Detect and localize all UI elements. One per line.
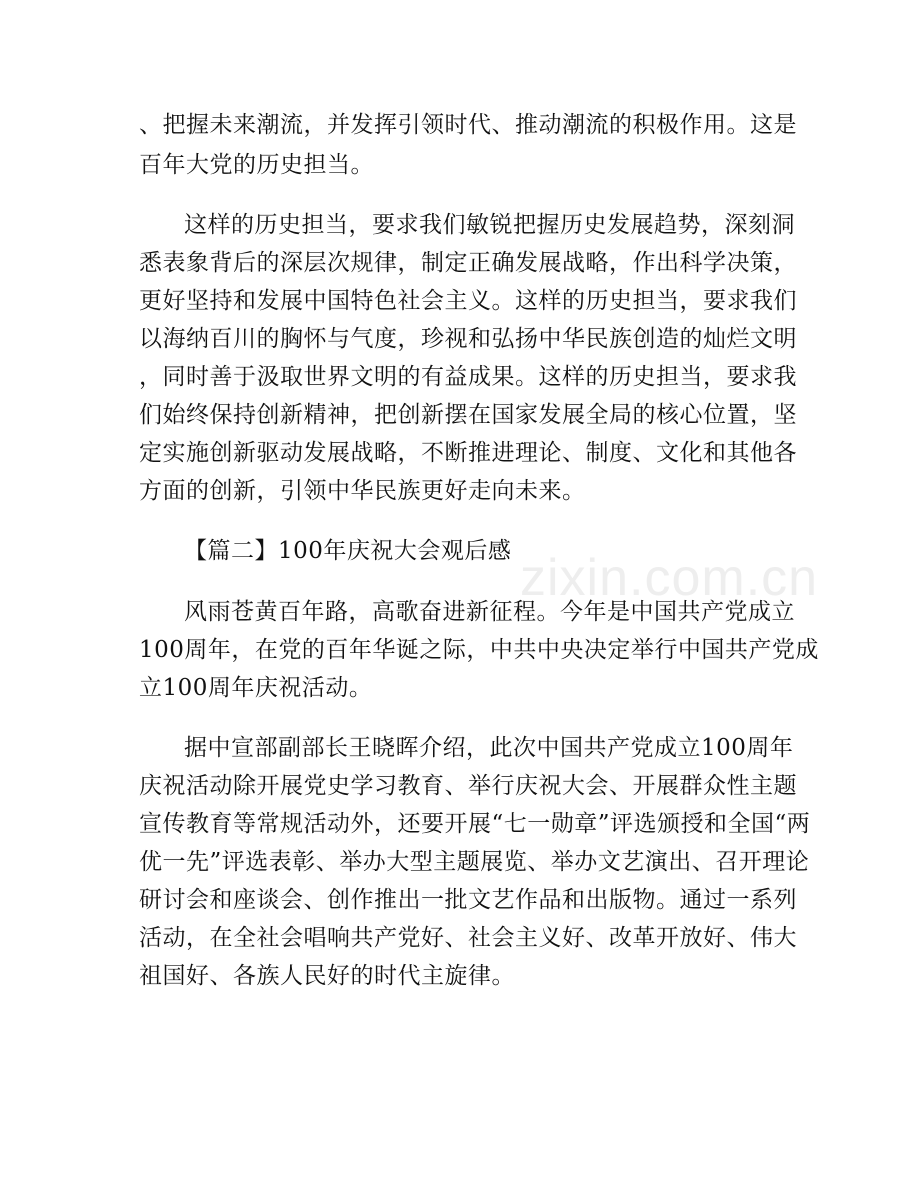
text-line: 立100周年庆祝活动。	[139, 675, 373, 701]
text-line: 百年大党的历史担当。	[139, 152, 374, 178]
text-line: ，同时善于汲取世界文明的有益成果。这样的历史担当，要求我	[139, 364, 797, 390]
text-line: 以海纳百川的胸怀与气度，珍视和弘扬中华民族创造的灿烂文明	[139, 326, 797, 352]
text-line: 100周年，在党的百年华诞之际，中共中央决定举行中国共产党成	[139, 637, 819, 663]
text-line: 庆祝活动除开展党史学习教育、举行庆祝大会、开展群众性主题	[139, 773, 797, 799]
text-line: 宣传教育等常规活动外，还要开展“七一勋章”评选颁授和全国“两	[139, 811, 811, 837]
watermark: zixin.com.cn	[520, 549, 819, 607]
text-line: 方面的创新，引领中华民族更好走向未来。	[139, 478, 586, 504]
text-line: 研讨会和座谈会、创作推出一批文艺作品和出版物。通过一系列	[139, 887, 797, 913]
text-line: 这样的历史担当，要求我们敏锐把握历史发展趋势，深刻洞	[184, 212, 795, 238]
text-line: 更好坚持和发展中国特色社会主义。这样的历史担当，要求我们	[139, 288, 797, 314]
text-line: 、把握未来潮流，并发挥引领时代、推动潮流的积极作用。这是	[139, 112, 797, 138]
text-line: 悉表象背后的深层次规律，制定正确发展战略，作出科学决策，	[139, 250, 797, 276]
text-line: 风雨苍黄百年路，高歌奋进新征程。今年是中国共产党成立	[184, 599, 795, 625]
text-line: 定实施创新驱动发展战略，不断推进理论、制度、文化和其他各	[139, 440, 797, 466]
text-line: 们始终保持创新精神，把创新摆在国家发展全局的核心位置，坚	[139, 402, 797, 428]
section-heading: 【篇二】100年庆祝大会观后感	[184, 538, 512, 564]
text-line: 祖国好、各族人民好的时代主旋律。	[139, 963, 515, 989]
text-line: 据中宣部副部长王晓晖介绍，此次中国共产党成立100周年	[184, 735, 794, 761]
text-line: 优一先”评选表彰、举办大型主题展览、举办文艺演出、召开理论	[139, 849, 810, 875]
text-line: 活动，在全社会唱响共产党好、社会主义好、改革开放好、伟大	[139, 925, 797, 951]
